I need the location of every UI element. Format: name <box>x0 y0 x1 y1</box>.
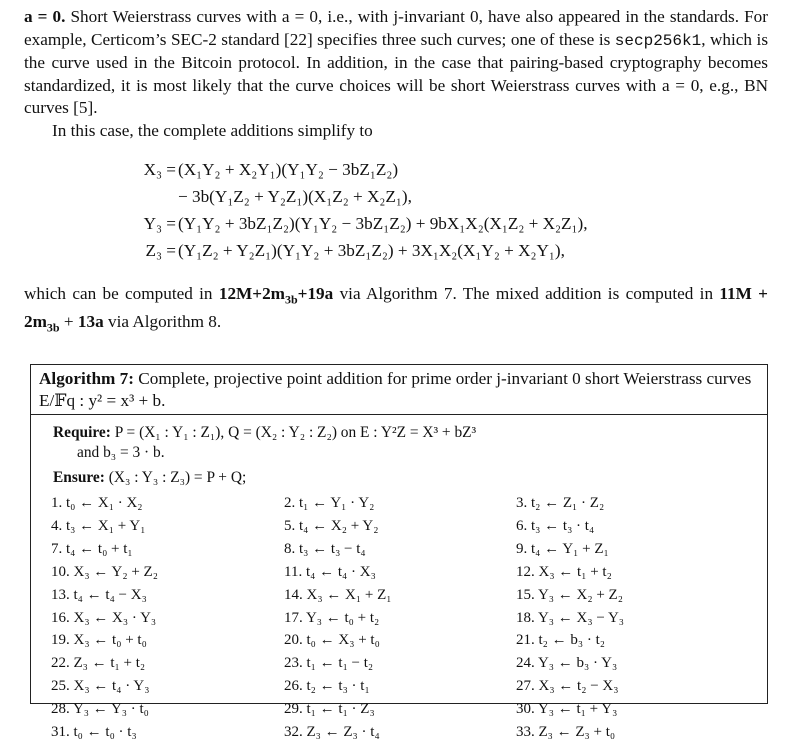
paragraph-text-1: Short Weierstrass curves with a = 0, i.e., with j-invariant 0, have also appeared in the standards. For example, Certicom’s SEC-2 standard [22] specifies three such curves; one of these is <box>24 7 768 49</box>
algorithm-step: 20. t₀ ← X₃ + t₀ <box>284 632 380 649</box>
cost-mult: 12M+2m <box>218 284 285 303</box>
cost-mult: 11M + 2m <box>24 284 768 332</box>
algorithm-step: 31. t₀ ← t₀ · t₃ <box>51 724 137 740</box>
algorithm-step: 8. t₃ ← t₃ − t₄ <box>284 540 366 557</box>
paragraph-cost <box>24 283 768 339</box>
algorithm-step: 1. t₀ ← X₁ · X₂ <box>51 495 143 511</box>
algorithm-box <box>30 364 768 740</box>
algorithm-step: 5. t₄ ← X₂ + Y₂ <box>284 517 379 534</box>
equation-lhs: Y₃ = <box>143 214 176 233</box>
require-line-2: and b₃ = 3 · b. <box>77 444 165 461</box>
algorithm-step: 2. t₁ ← Y₁ · Y₂ <box>284 495 375 511</box>
algorithm-caption <box>31 365 767 415</box>
algorithm-step: 28. Y₃ ← Y₃ · t₀ <box>51 701 149 718</box>
algorithm-step: 33. Z₃ ← Z₃ + t₀ <box>516 724 616 740</box>
algorithm-step: 24. Y₃ ← b₃ · Y₃ <box>516 655 618 672</box>
cost-text: via Algorithm 7. The mixed addition is computed in <box>333 284 720 303</box>
algorithm-step: 10. X₃ ← Y₂ + Z₂ <box>51 563 158 580</box>
cost-add: +19a <box>297 284 334 303</box>
paragraph-a-zero <box>24 6 768 120</box>
algorithm-step: 30. Y₃ ← t₁ + Y₃ <box>516 701 618 718</box>
algorithm-step: 14. X₃ ← X₁ + Z₁ <box>284 586 392 603</box>
algorithm-step: 7. t₄ ← t₀ + t₁ <box>51 540 133 557</box>
algorithm-step: 13. t₄ ← t₄ − X₃ <box>51 586 147 603</box>
ensure-text: (X₃ : Y₃ : Z₃) = P + Q; <box>104 469 247 486</box>
algorithm-step: 15. Y₃ ← X₂ + Z₂ <box>516 586 623 603</box>
algorithm-label: Algorithm 7: <box>39 369 134 388</box>
paragraph-intro-equations: In this case, the complete additions simplify to <box>52 121 373 140</box>
algorithm-step: 19. X₃ ← t₀ + t₀ <box>51 632 147 649</box>
require-text: P = (X₁ : Y₁ : Z₁), Q = (X₂ : Y₂ : Z₂) on E : Y²Z = X³ + bZ³ <box>110 424 477 441</box>
algorithm-step: 6. t₃ ← t₃ · t₄ <box>516 517 595 534</box>
cost-text: + <box>59 312 78 332</box>
ensure-label: Ensure: <box>53 469 105 486</box>
cost-subscript: 3b <box>284 292 298 307</box>
equation-lhs: X₃ = <box>143 160 176 179</box>
equation-rhs: (X₁Y₂ + X₂Y₁)(Y₁Y₂ − 3bZ₁Z₂) <box>178 160 399 179</box>
require-line <box>53 423 753 442</box>
algorithm-step: 21. t₂ ← b₃ · t₂ <box>516 632 606 649</box>
algorithm-step: 16. X₃ ← X₃ · Y₃ <box>51 609 157 626</box>
algorithm-step: 27. X₃ ← t₂ − X₃ <box>516 678 619 695</box>
algorithm-step: 9. t₄ ← Y₁ + Z₁ <box>516 540 609 557</box>
algorithm-step: 26. t₂ ← t₃ · t₁ <box>284 678 370 695</box>
equation-rhs: (Y₁Y₂ + 3bZ₁Z₂)(Y₁Y₂ − 3bZ₁Z₂) + 9bX₁X₂(X₁Z₂ + X₂Z₁), <box>178 214 588 233</box>
algorithm-step: 4. t₃ ← X₁ + Y₁ <box>51 517 146 534</box>
cost-text: which can be computed in <box>24 284 219 303</box>
cost-text: via Algorithm 8. <box>103 312 222 332</box>
algorithm-step: 22. Z₃ ← t₁ + t₂ <box>51 655 146 672</box>
cost-add: 13a <box>77 312 104 332</box>
algorithm-step: 12. X₃ ← t₁ + t₂ <box>516 563 612 580</box>
equation-rhs: (Y₁Z₂ + Y₂Z₁)(Y₁Y₂ + 3bZ₁Z₂) + 3X₁X₂(X₁Y₂ + X₂Y₁), <box>178 241 565 260</box>
paragraph-text-2: , which is the curve used in the Bitcoin protocol. In addition, in the case that pairing-based cryptography becomes standardized, it is most likely that the curve choices will be short Weierstrass curves with a = 0, e.g., BN curves [5]. <box>24 29 769 118</box>
algorithm-step: 25. X₃ ← t₄ · Y₃ <box>51 678 150 695</box>
paragraph-lead: a = 0. <box>24 7 66 26</box>
cost-subscript: 3b <box>46 320 60 335</box>
equation-rhs: − 3b(Y₁Z₂ + Y₂Z₁)(X₁Z₂ + X₂Z₁), <box>178 187 412 206</box>
curve-name-code: secp256k1 <box>614 31 702 50</box>
algorithm-step: 17. Y₃ ← t₀ + t₂ <box>284 609 380 626</box>
algorithm-caption-text: Complete, projective point addition for prime order j-invariant 0 short Weierstrass curves E/𝔽q : y² = x³ + b. <box>39 369 752 410</box>
ensure-line <box>53 468 753 487</box>
equation-lhs: Z₃ = <box>145 241 176 260</box>
require-label: Require: <box>53 424 111 441</box>
algorithm-step: 3. t₂ ← Z₁ · Z₂ <box>516 495 605 511</box>
algorithm-step: 23. t₁ ← t₁ − t₂ <box>284 655 374 672</box>
algorithm-step: 29. t₁ ← t₁ · Z₃ <box>284 701 375 718</box>
algorithm-step: 11. t₄ ← t₄ · X₃ <box>284 563 376 580</box>
algorithm-step: 18. Y₃ ← X₃ − Y₃ <box>516 609 625 626</box>
algorithm-step: 32. Z₃ ← Z₃ · t₄ <box>284 724 380 740</box>
